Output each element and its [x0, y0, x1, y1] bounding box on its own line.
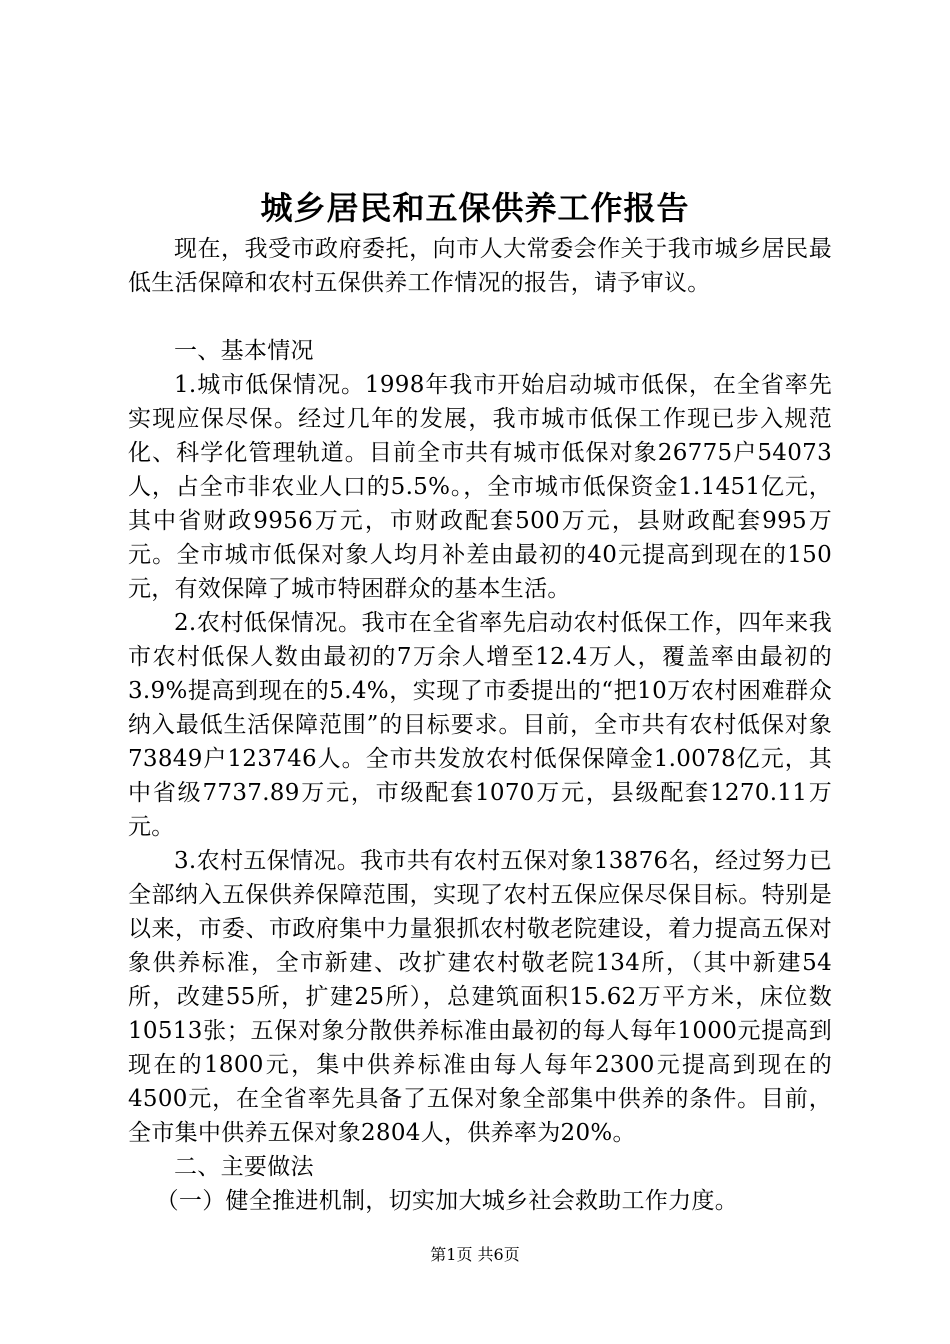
- paragraph-rural-five-guarantees: 3.农村五保情况。我市共有农村五保对象13876名，经过努力已全部纳入五保供养保障范围，实现了农村五保应保尽保目标。特别是以来，市委、市政府集中力量狠抓农村敬老院建设，着力提高五保对象供养标准，全市新建、改扩建农村敬老院134所，（其中新建54所，改建55所，扩建25所），总建筑面积15.62万平方米，床位数10513张；五保对象分散供养标准由最初的每人每年1000元提高到现在的1800元，集中供养标准由每人每年2300元提高到现在的4500元，在全省率先具备了五保对象全部集中供养的条件。目前，全市集中供养五保对象2804人，供养率为20%。: [128, 848, 832, 1146]
- subsection-heading-mechanism: （一）健全推进机制，切实加大城乡社会救助工作力度。: [155, 1188, 739, 1214]
- paragraph-rural-subsistence: 2.农村低保情况。我市在全省率先启动农村低保工作，四年来我市农村低保人数由最初的7万余人增至12.4万人，覆盖率由最初的3.9%提高到现在的5.4%，实现了市委提出的“把10万农村困难群众纳入最低生活保障范围”的目标要求。目前，全市共有农村低保对象73849户123746人。全市共发放农村低保保障金1.0078亿元，其中省级7737.89万元，市级配套1070万元，县级配套1270.11万元。: [128, 610, 832, 840]
- section-heading-main-practices: 二、主要做法: [174, 1154, 314, 1180]
- section-heading-basic-situation: 一、基本情况: [174, 338, 314, 364]
- intro-paragraph: 现在，我受市政府委托，向市人大常委会作关于我市城乡居民最低生活保障和农村五保供养工作情况的报告，请予审议。: [128, 236, 832, 296]
- paragraph-urban-subsistence: 1.城市低保情况。1998年我市开始启动城市低保，在全省率先实现应保尽保。经过几年的发展，我市城市低保工作现已步入规范化、科学化管理轨道。目前全市共有城市低保对象26775户54073人，占全市非农业人口的5.5%。，全市城市低保资金1.1451亿元，其中省财政9956万元，市财政配套500万元，县财政配套995万元。全市城市低保对象人均月补差由最初的40元提高到现在的150元，有效保障了城市特困群众的基本生活。: [128, 372, 832, 602]
- page-footer: 第1页 共6页: [430, 1245, 520, 1264]
- document-body: [128, 232, 832, 1218]
- document-title: 城乡居民和五保供养工作报告: [260, 189, 690, 227]
